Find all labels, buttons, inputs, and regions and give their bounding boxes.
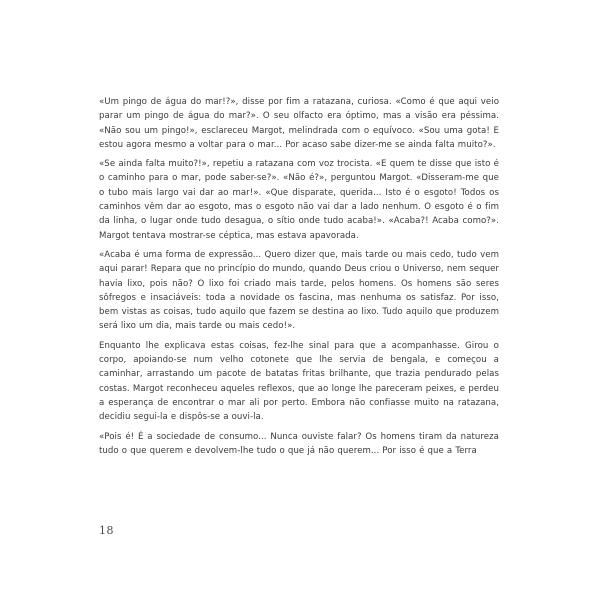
paragraph-4: Enquanto lhe explicava estas coisas, fez-lhe sinal para que a acompanhasse. Girou o corpo, apoiando-se num velho cotonete que lhe servia de bengala, e começou a caminhar, arrastando um pacote de batatas fritas brilhante, que trazia pendurado pelas costas. Margot reconheceu aqueles reflexos, que ao longe lhe pareceram peixes, e perdeu a esperança de encontrar o mar ali por perto. Embora não confiasse muito na ratazana, decidiu segui-la e dispôs-se a ouvi-la. <box>99 340 499 423</box>
paragraph-3: «Acaba é uma forma de expressão... Quero dizer que, mais tarde ou mais cedo, tudo vem aqui parar! Repara que no princípio do mundo, quando Deus criou o Universo, nem sequer havia lixo, pois não? O lixo foi criado mais tarde, pelos homens. Os homens são seres sôfregos e insaciáveis: toda a novidade os fascina, mas nenhuma os satisfaz. Por isso, bem vistas as coisas, tudo aquilo que fazem se destina ao lixo. Tudo aquilo que produzem será lixo um dia, mais tarde ou mais cedo!». <box>99 249 499 332</box>
paragraph-2: «Se ainda falta muito?!», repetiu a ratazana com voz trocista. «E quem te disse que isto é o caminho para o mar, pode saber-se?». «Não é?», perguntou Margot. «Disseram-me que o tubo mais largo vai dar ao mar!». «Que disparate, querida... Isto é o esgoto! Todos os caminhos vêm dar ao esgoto, mas o esgoto não vai dar a lado nenhum. O esgoto é o fim da linha, o lugar onde tudo desagua, o sítio onde tudo acaba!». «Acaba?! Acaba como?». Margot tentava mostrar-se céptica, mas estava apavorada. <box>99 159 499 241</box>
page-number: 18 <box>99 524 114 537</box>
body-text <box>99 95 499 463</box>
paragraph-1: «Um pingo de água do mar!?», disse por fim a ratazana, curiosa. «Como é que aqui veio parar um pingo de água do mar?». O seu olfacto era óptimo, mas a visão era péssima. «Não sou um pingo!», esclareceu Margot, melindrada com o equívoco. «Sou uma gota! E estou agora mesmo a voltar para o mar... Por acaso sabe dizer-me se ainda falta muito?». <box>99 97 499 150</box>
paragraph-5: «Pois é! É a sociedade de consumo... Nunca ouviste falar? Os homens tiram da natureza tudo o que querem e devolvem-lhe tudo o que já não querem... Por isso é que a Terra <box>99 431 499 456</box>
